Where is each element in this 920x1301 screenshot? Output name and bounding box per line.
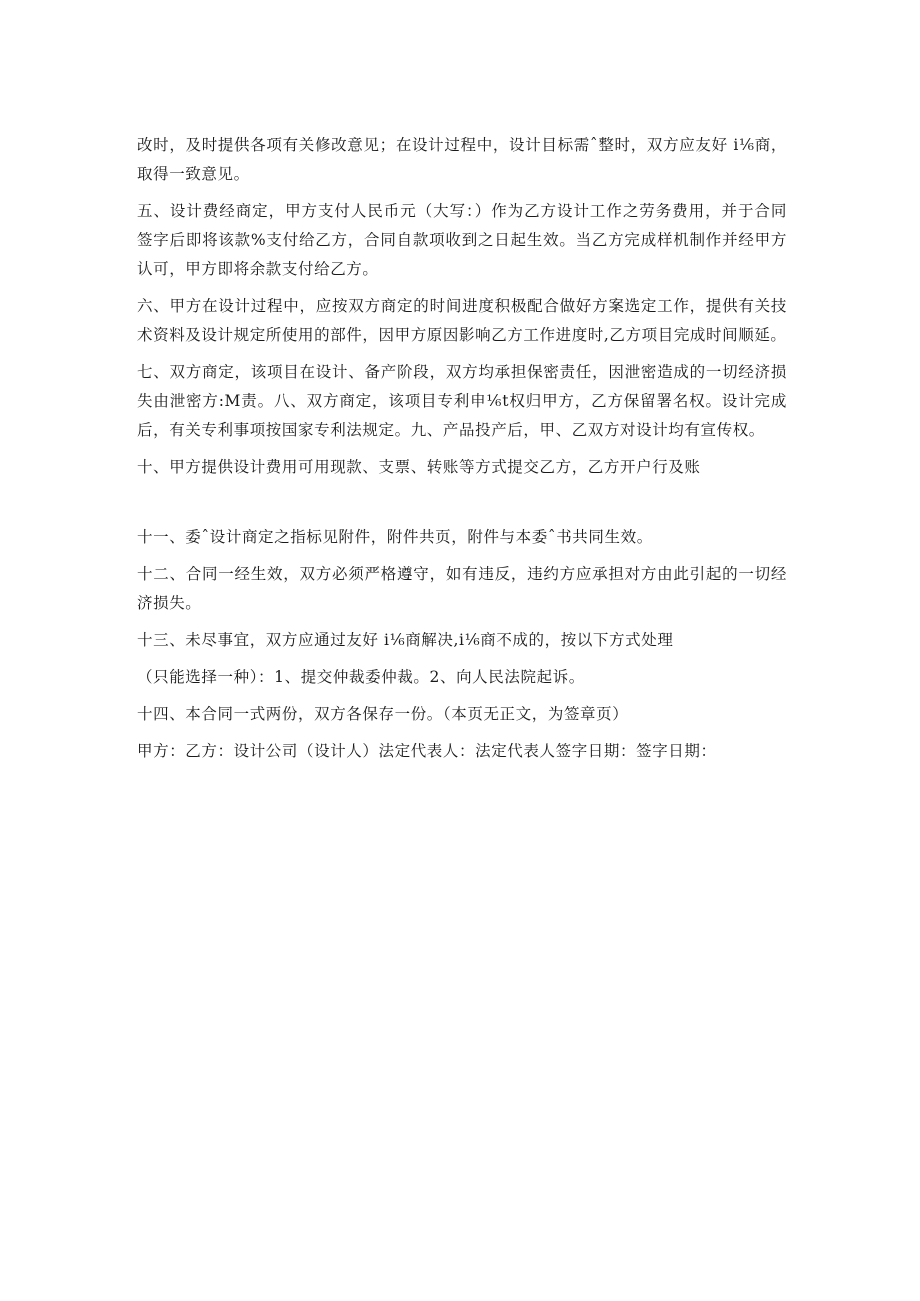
paragraph-clause-11-attachments: 十一、委ˆ设计商定之指标见附件，附件共页，附件与本委ˆ书共同生效。	[137, 528, 653, 546]
contract-body	[137, 131, 787, 774]
paragraph-clause-6-cooperation: 六、甲方在设计过程中，应按双方商定的时间进度积极配合做好方案选定工作，提供有关技术资料及设计规定所使用的部件，因甲方原因影响乙方工作进度时,乙方项目完成时间顺延。	[137, 297, 787, 344]
paragraph-clause-7-9-confidentiality-patent: 七、双方商定，该项目在设计、备产阶段，双方均承担保密责任，因泄密造成的一切经济损失由泄密方:M责。八、双方商定，该项目专利申⅙t权归甲方，乙方保留署名权。设计完成后，有关专利事项按国家专利法规定。九、产品投产后，甲、乙双方对设计均有宣传权。	[137, 363, 787, 439]
paragraph-clause-5-design-fee: 五、设计费经商定，甲方支付人民币元（大写：）作为乙方设计工作之劳务费用，并于合同签字后即将该款%支付给乙方，合同自款项收到之日起生效。当乙方完成样机制作并经甲方认可，甲方即将余款支付给乙方。	[137, 202, 787, 278]
paragraph-revision-clause: 改时，及时提供各项有关修改意见；在设计过程中，设计目标需ˆ整时，双方应友好 i⅙商，取得一致意见。	[137, 136, 787, 183]
signature-line: 甲方：乙方：设计公司（设计人）法定代表人：法定代表人签字日期：签字日期：	[137, 742, 717, 760]
paragraph-clause-13-line-1: 十三、未尽事宜，双方应通过友好 i⅙商解决,i⅙商不成的，按以下方式处理	[137, 631, 674, 649]
paragraph-clause-14-copies: 十四、本合同一式两份，双方各保存一份。（本页无正文，为签章页）	[137, 705, 629, 723]
blank-gap	[137, 490, 787, 523]
paragraph-clause-12-compliance: 十二、合同一经生效，双方必须严格遵守，如有违反，违约方应承担对方由此引起的一切经济损失。	[137, 565, 787, 612]
paragraph-clause-13-line-2: （只能选择一种）：1、提交仲裁委仲裁。2、向人民法院起诉。	[137, 668, 585, 686]
paragraph-clause-10-payment: 十、甲方提供设计费用可用现款、支票、转账等方式提交乙方，乙方开户行及账	[137, 458, 701, 476]
